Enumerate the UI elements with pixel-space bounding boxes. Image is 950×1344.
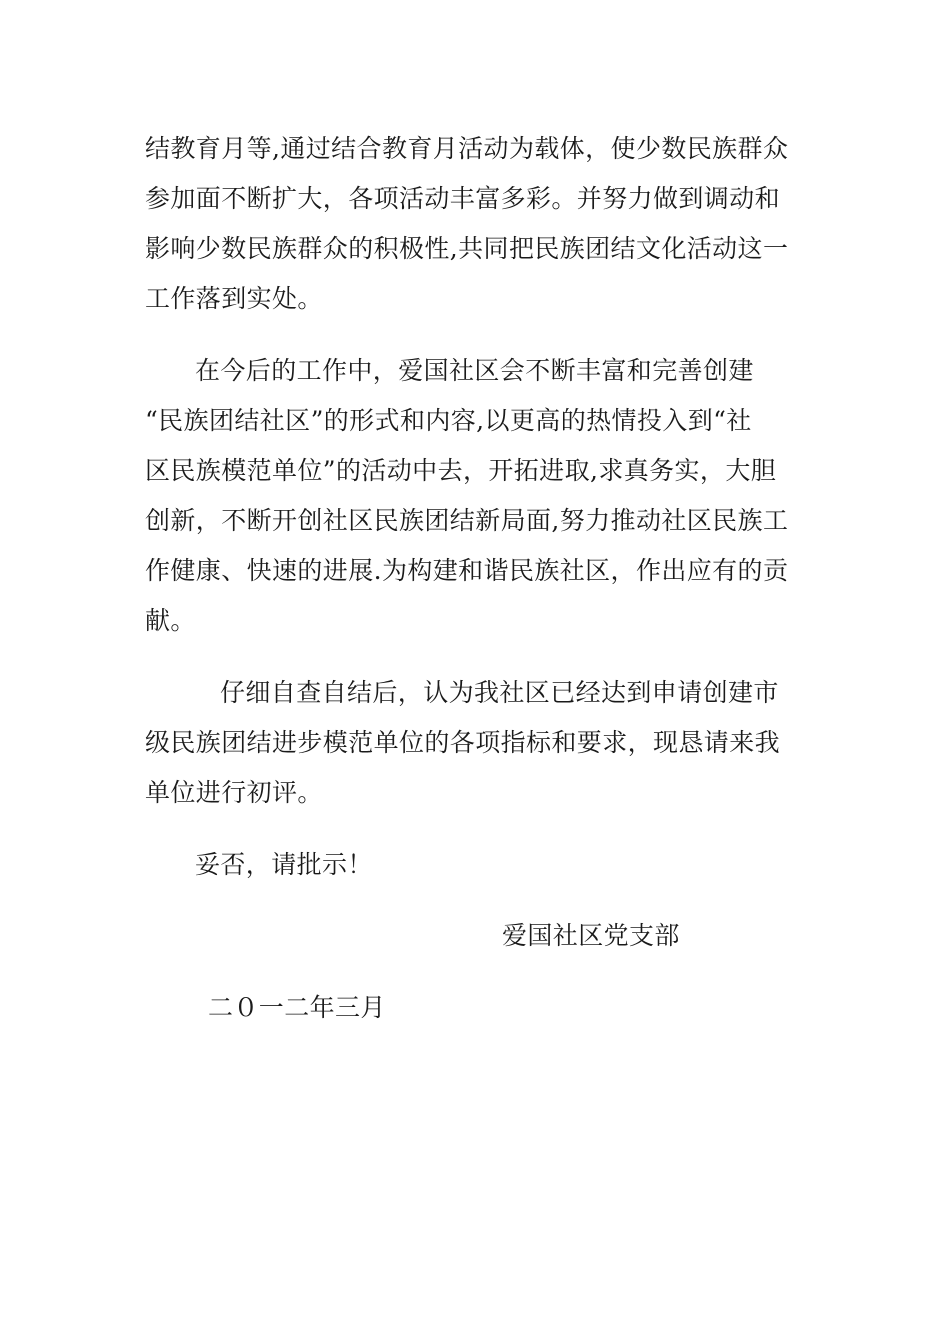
text-line: “民族团结社区”的形式和内容,以更高的热情投入到“社 xyxy=(145,406,752,435)
text-line: 结教育月等,通过结合教育月活动为载体，使少数民族群众 xyxy=(145,134,789,163)
text-line: 参加面不断扩大，各项活动丰富多彩。并努力做到调动和 xyxy=(145,184,781,213)
text-line: 仔细自查自结后，认为我社区已经达到申请创建市 xyxy=(220,678,779,707)
text-line: 影响少数民族群众的积极性,共同把民族团结文化活动这一 xyxy=(145,234,789,263)
text-line: 作健康、快速的进展.为构建和谐民族社区，作出应有的贡 xyxy=(145,556,789,585)
text-line: 献。 xyxy=(145,606,196,635)
text-line: 级民族团结进步模范单位的各项指标和要求，现恳请来我 xyxy=(145,728,781,757)
text-line: 单位进行初评。 xyxy=(145,778,323,807)
text-line: 妥否，请批示！ xyxy=(195,850,373,879)
text-line: 创新，不断开创社区民族团结新局面,努力推动社区民族工 xyxy=(145,506,789,535)
signature-line: 爱国社区党支部 xyxy=(502,921,680,950)
text-line: 区民族模范单位”的活动中去，开拓进取,求真务实，大胆 xyxy=(145,456,777,485)
text-line: 工作落到实处。 xyxy=(145,284,323,313)
text-line: 在今后的工作中，爱国社区会不断丰富和完善创建 xyxy=(195,356,754,385)
date-line: 二０一二年三月 xyxy=(208,993,386,1022)
